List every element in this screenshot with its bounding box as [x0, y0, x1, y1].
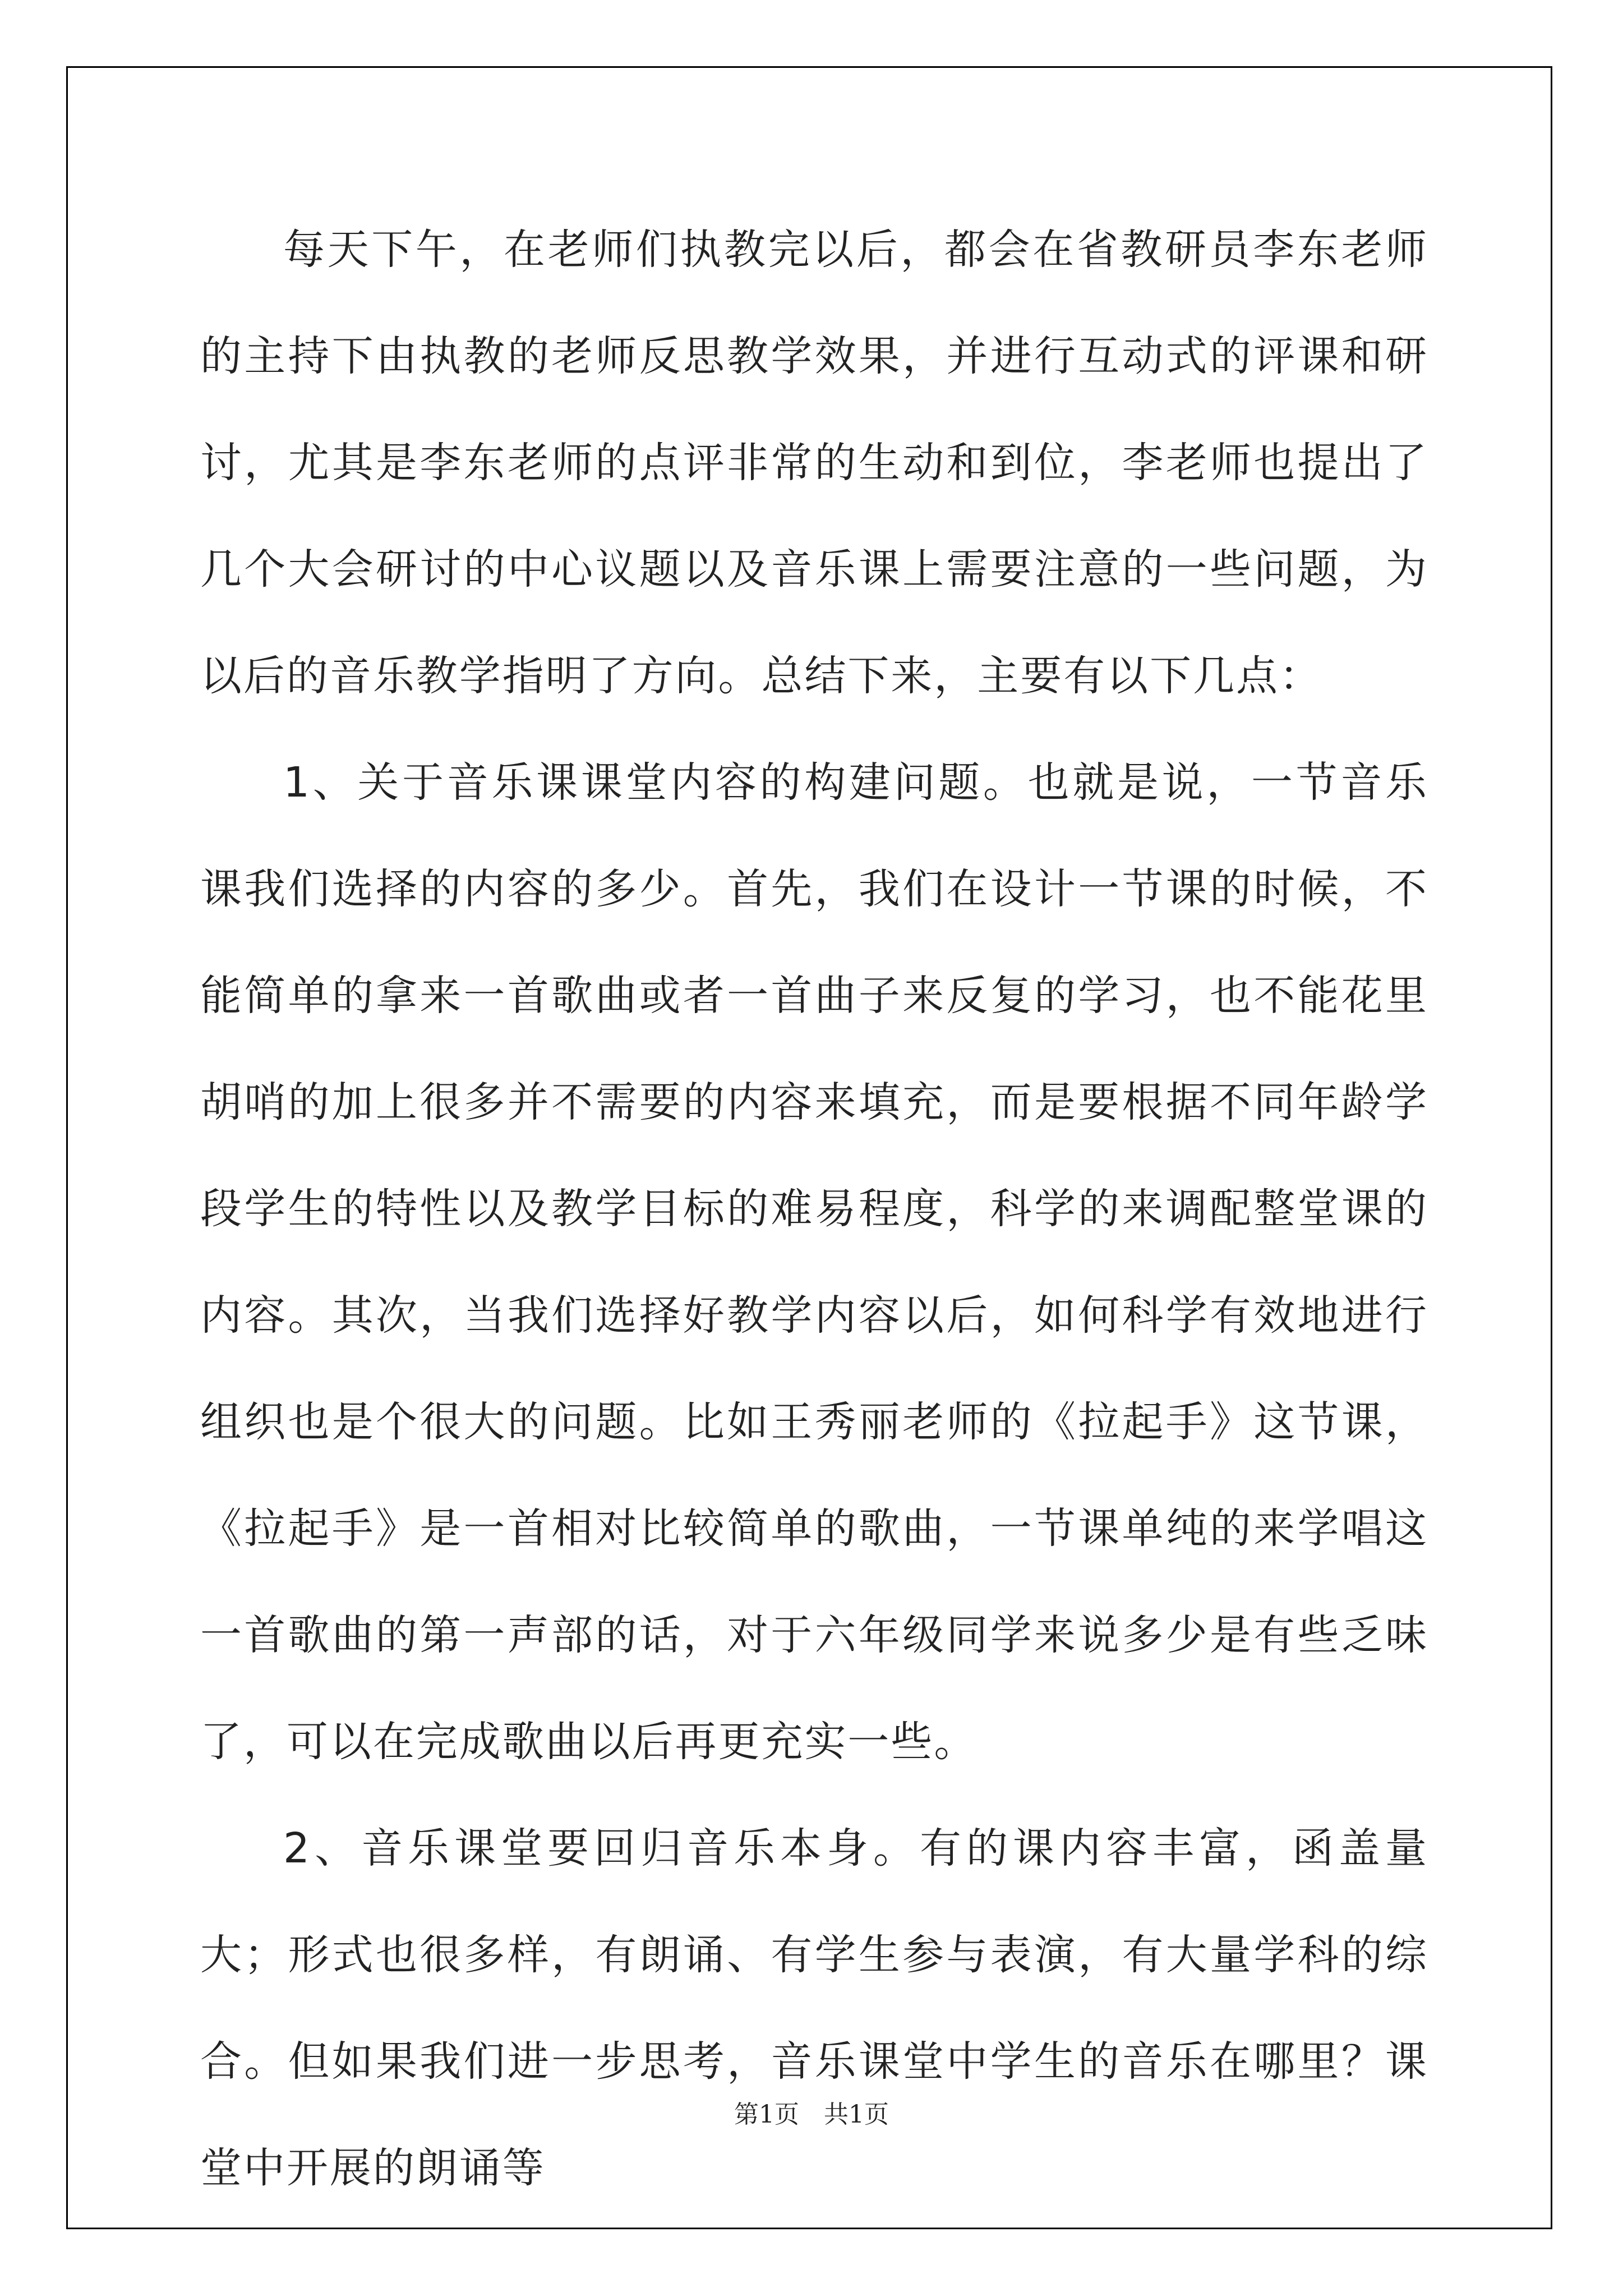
paragraph: 2、音乐课堂要回归音乐本身。有的课内容丰富，函盖量大；形式也很多样，有朗诵、有学生参与表演，有大量学科的综合。但如果我们进一步思考，音乐课堂中学生的音乐在哪里？课堂中开展的朗诵等	[200, 1824, 1428, 2192]
paragraph: 每天下午，在老师们执教完以后，都会在省教研员李东老师的主持下由执教的老师反思教学效果，并进行互动式的评课和研讨，尤其是李东老师的点评非常的生动和到位，李老师也提出了几个大会研讨的中心议题以及音乐课上需要注意的一些问题，为以后的音乐教学指明了方向。总结下来，主要有以下几点：	[200, 226, 1428, 700]
document-body	[200, 196, 1428, 2221]
page-number-footer: 第1页 共1页	[734, 2100, 889, 2129]
paragraph: 1、关于音乐课课堂内容的构建问题。也就是说，一节音乐课我们选择的内容的多少。首先，我们在设计一节课的时候，不能简单的拿来一首歌曲或者一首曲子来反复的学习，也不能花里胡哨的加上很多并不需要的内容来填充，而是要根据不同年龄学段学生的特性以及教学目标的难易程度，科学的来调配整堂课的内容。其次，当我们选择好教学内容以后，如何科学有效地进行组织也是个很大的问题。比如王秀丽老师的《拉起手》这节课，《拉起手》是一首相对比较简单的歌曲，一节课单纯的来学唱这一首歌曲的第一声部的话，对于六年级同学来说多少是有些乏味了，可以在完成歌曲以后再更充实一些。	[200, 758, 1428, 1766]
